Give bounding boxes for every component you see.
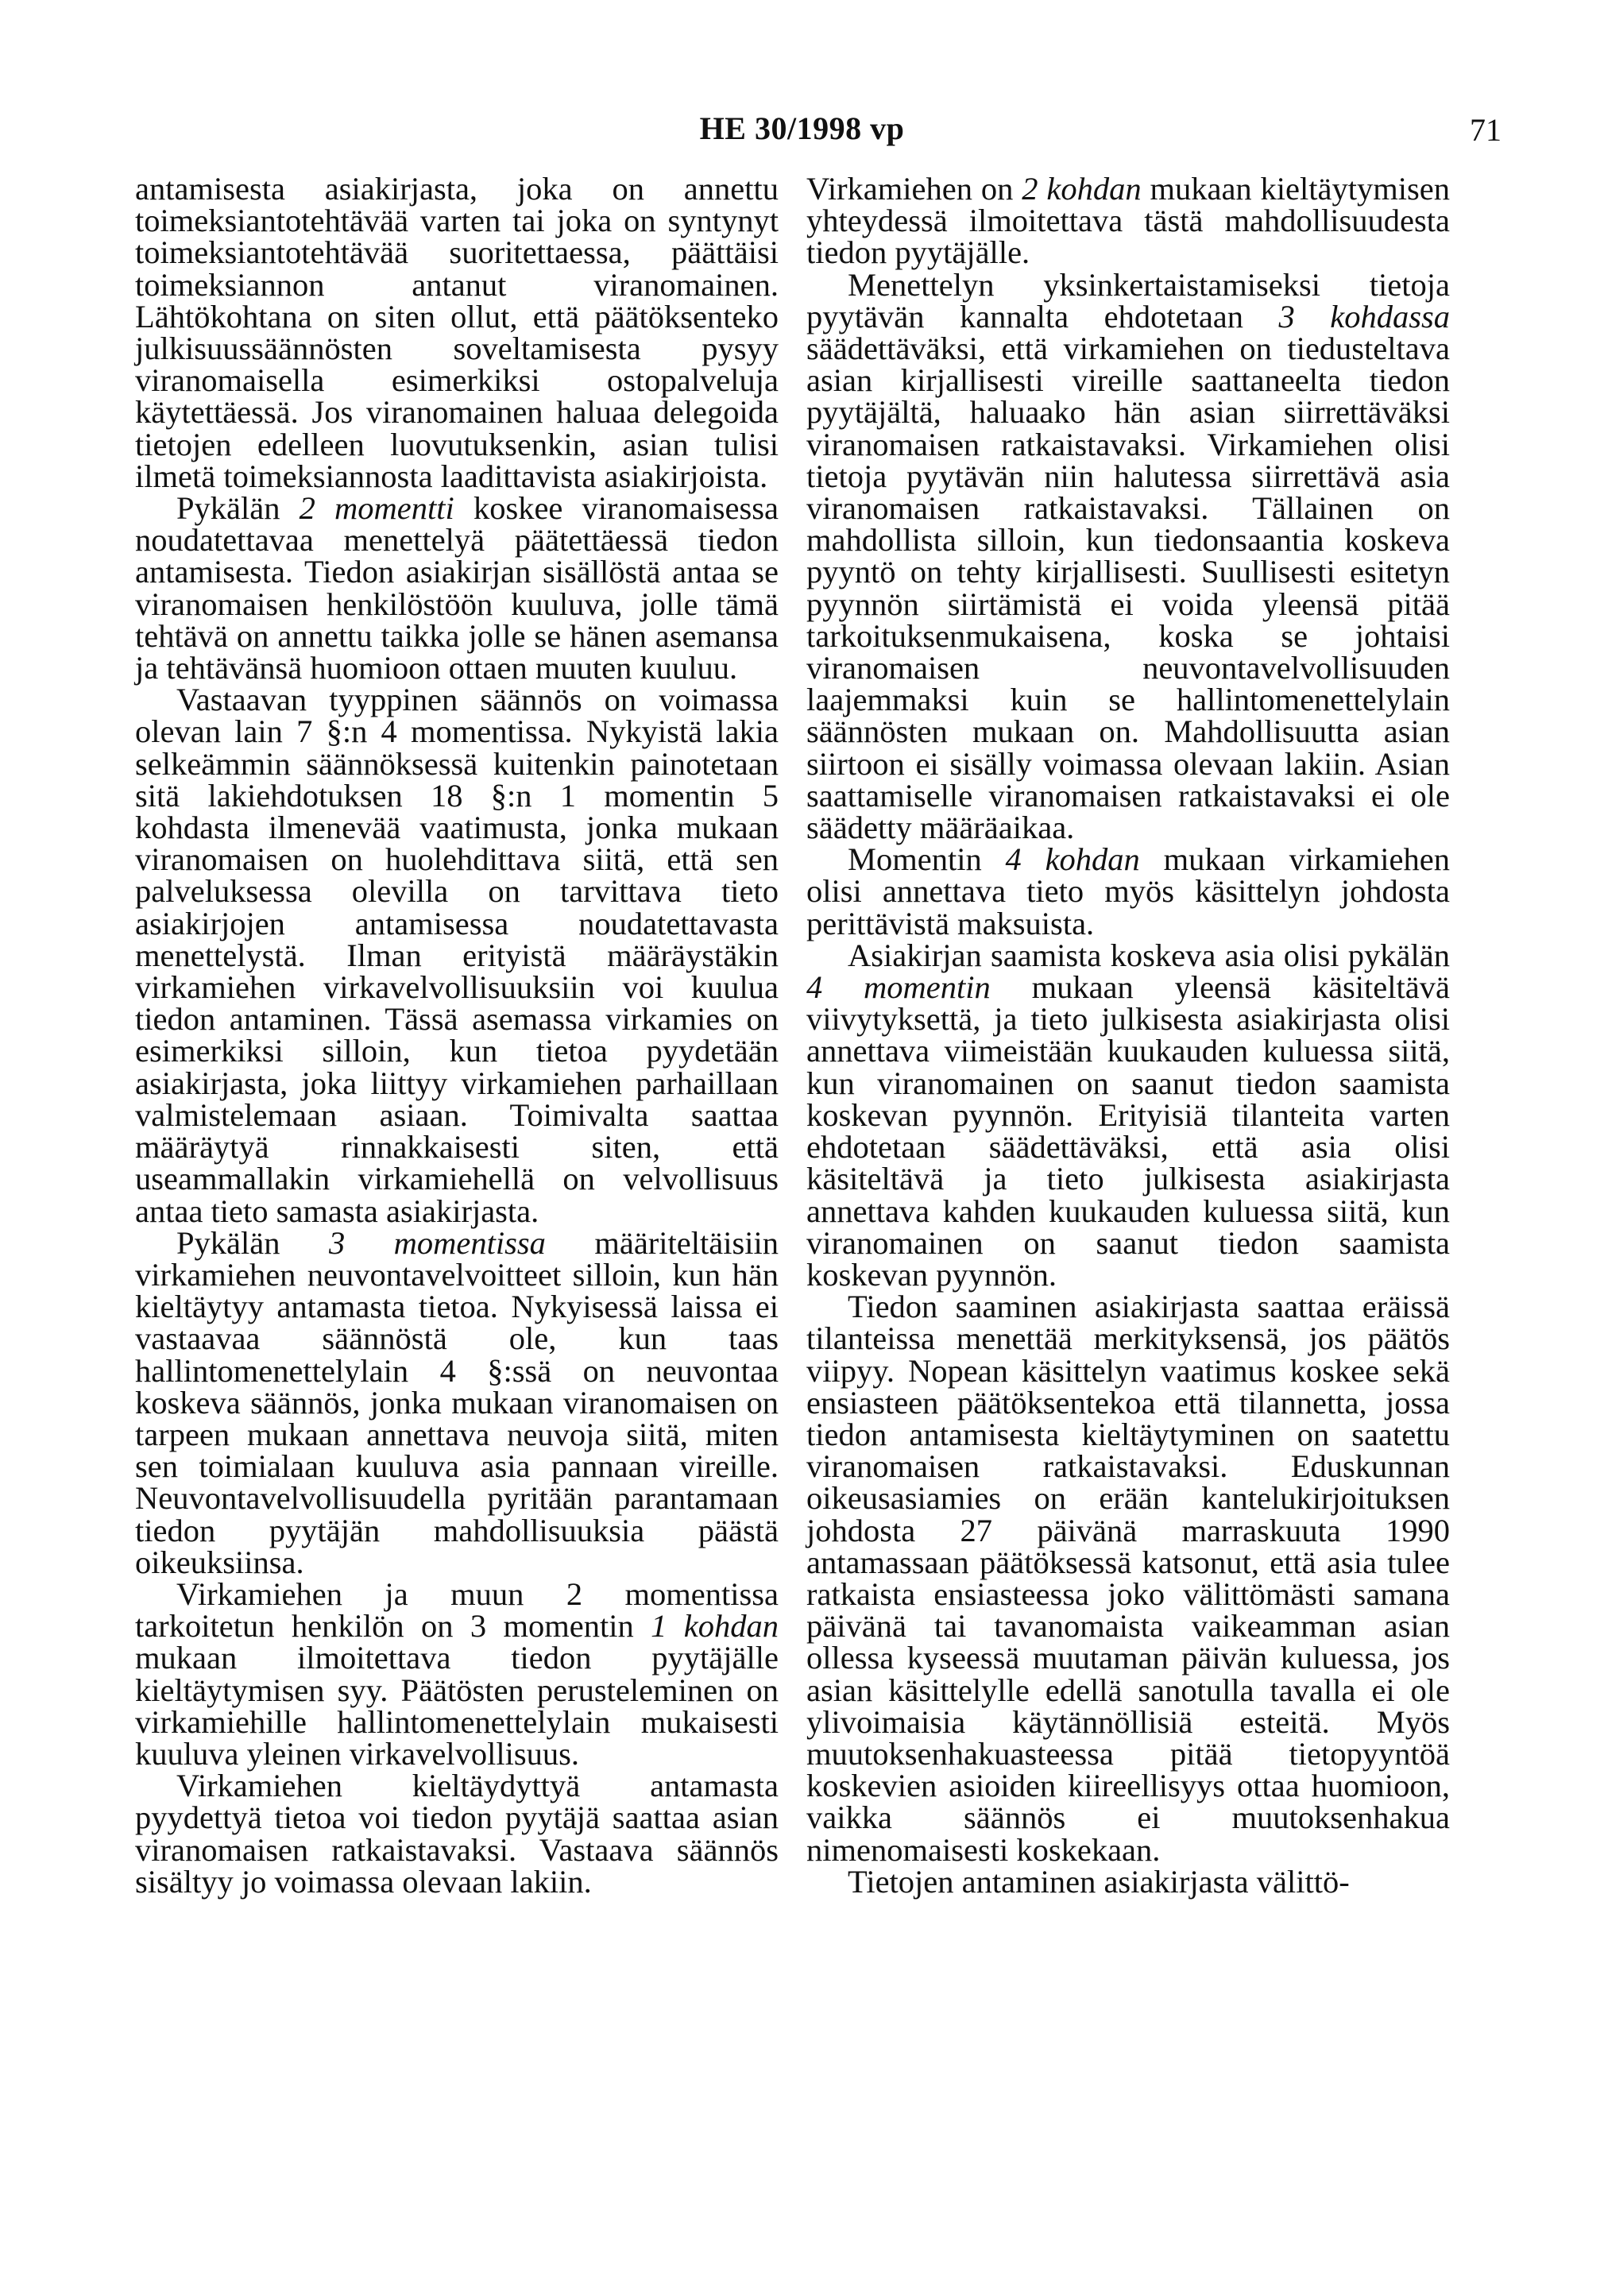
body-paragraph bbox=[806, 1291, 1450, 1866]
text-run: Virkamiehen kieltäydyttyä antamasta pyydettyä tietoa voi tiedon pyytäjä saattaa asian viranomaisen ratkaistavaksi. Vastaava säännös sisältyy jo voimassa olevaan lakiin. bbox=[135, 1768, 779, 1900]
text-run: antamisesta asiakirjasta, joka on annettu toimeksiantotehtävää varten tai joka on syntynyt toimeksiantotehtävää suoritettaessa, päättäisi toimeksiannon antanut viranomainen. Lähtökohtana on siten ollut, että päätöksenteko julkisuussäännösten soveltamisesta pysyy viranomaisella esimerkiksi ostopalveluja käytettäessä. Jos viranomainen haluaa delegoida tietojen edelleen luovutuksenkin, asian tulisi ilmetä toimeksiannosta laadittavista asiakirjoista. bbox=[135, 171, 779, 494]
body-paragraph bbox=[806, 1863, 1450, 1900]
italic-reference: 2 momentti bbox=[299, 490, 454, 527]
running-head-title: HE 30/1998 vp bbox=[699, 110, 905, 146]
body-paragraph bbox=[806, 266, 1451, 846]
text-run: Tiedon saaminen asiakirjasta saattaa eräissä tilanteissa menettää merkityksensä, jos päätös viipyy. Nopean käsittelyn vaatimus koskee sekä ensiasteen päätöksentekoa että tilannetta, jossa tiedon antamisesta kieltäytyminen on saatettu viranomaisen ratkaistavaksi. Eduskunnan oikeusasiamies on erään kantelukirjoituksen johdosta 27 päivänä marraskuuta 1990 antamassaan päätöksessä katsonut, että asia tulee ratkaista ensiasteessa joko välittömästi samana päivänä tai tavanomaista vaikeamman asian ollessa kyseessä muutaman päivän kuluessa, jos asian käsittelylle edellä sanotulla tavalla ei ole ylivoimaisia käytännöllisiä esteitä. Myös muutoksenhakuasteessa pitää tietopyyntöä koskevien asioiden kiireellisyys ottaa huomioon, vaikka säännös ei muutoksenhakua nimenomaisesti koskekaan. bbox=[806, 1289, 1450, 1868]
text-run: säädettäväksi, että virkamiehen on tiedusteltava asian kirjallisesti vireille saattaneelta tiedon pyytäjältä, haluaako hän asian siirrettäväksi viranomaisen ratkaistavaksi. Virkamiehen olisi tietoja pyytävän niin halutessa siirrettävä asia viranomaisen ratkaistavaksi. Tällainen on mahdollista silloin, kun tiedonsaantia koskeva pyyntö on tehty kirjallisesti. Suullisesti esitetyn pyynnön siirtämistä ei voida yleensä pitää tarkoituksenmukaisena, koska se johtaisi viranomaisen neuvontavelvollisuuden laajemmaksi kuin se hallintomenettelylain säännösten mukaan on. Mahdollisuutta asian siirtoon ei sisälly voimassa olevaan lakiin. Asian saattamiselle viranomaisen ratkaistavaksi ei ole säädetty määräaikaa. bbox=[806, 330, 1450, 846]
body-paragraph bbox=[806, 937, 1450, 1293]
italic-reference: 3 momentissa bbox=[328, 1224, 546, 1261]
italic-reference: 1 kohdan bbox=[651, 1608, 779, 1645]
body-paragraph bbox=[806, 841, 1450, 941]
text-run: Asiakirjan saamista koskeva asia olisi pykälän bbox=[848, 937, 1450, 973]
text-run: Tietojen antaminen asiakirjasta välittö- bbox=[848, 1863, 1350, 1900]
text-run: määriteltäisiin virkamiehen neuvontavelvoitteet silloin, kun hän kieltäytyy antamasta tietoa. Nykyisessä laissa ei vastaavaa säännöstä ole, kun taas hallintomenettelylain 4 §:ssä on neuvontaa koskeva säännös, jonka mukaan viranomaisen on tarpeen mukaan annettava neuvoja siitä, miten sen toimialaan kuuluva asia pannaan vireille. Neuvontavelvollisuudella pyritään parantamaan tiedon pyytäjän mahdollisuuksia päästä oikeuksiinsa. bbox=[135, 1224, 779, 1580]
body-paragraph bbox=[135, 1224, 779, 1580]
text-run: mukaan yleensä käsiteltävä viivytyksettä, ja tieto julkisesta asiakirjasta olisi annettava viimeistään kuukauden kuluessa siitä, kun viranomainen on saanut tiedon saamista koskevan pyynnön. Erityisiä tilanteita varten ehdotetaan säädettäväksi, että asia olisi käsiteltävä ja tieto julkisesta asiakirjasta annettava kahden kuukauden kuluessa siitä, kun viranomainen on saanut tiedon saamista koskevan pyynnön. bbox=[806, 969, 1450, 1293]
body-paragraph bbox=[806, 173, 1450, 269]
text-run: mukaan ilmoitettava tiedon pyytäjälle kieltäytymisen syy. Päätösten perusteleminen on virkamiehille hallintomenettelylain mukaisesti kuuluva yleinen virkavelvollisuus. bbox=[135, 1640, 779, 1772]
body-paragraph bbox=[135, 1770, 779, 1898]
right-text-column bbox=[806, 173, 1450, 1898]
italic-reference: 2 kohdan bbox=[1022, 171, 1142, 207]
text-run: mukaan virkamiehen olisi annettava tieto myös käsittelyn johdosta perittävistä maksuista. bbox=[806, 841, 1450, 941]
italic-reference: 3 kohdassa bbox=[1278, 298, 1451, 334]
text-run: Vastaavan tyyppinen säännös on voimassa olevan lain 7 §:n 4 momentissa. Nykyistä lakia selkeämmin säännöksessä kuitenkin painotetaan sitä lakiehdotuksen 18 §:n 1 momentin 5 kohdasta ilmenevää vaatimusta, jonka mukaan viranomaisen on huolehdittava siitä, että sen palveluksessa olevilla on tarvittava tieto asiakirjojen antamisessa noudatettavasta menettelystä. Ilman erityistä määräystäkin virkamiehen virkavelvollisuuksiin voi kuulua tiedon antaminen. Tässä asemassa virkamies on esimerkiksi silloin, kun tietoa pyydetään asiakirjasta, joka liittyy virkamiehen parhaillaan valmistelemaan asiaan. Toimivalta saattaa määräytyä rinnakkaisesti siten, että useammallakin virkamiehellä on velvollisuus antaa tieto samasta asiakirjasta. bbox=[135, 682, 779, 1229]
body-paragraph bbox=[135, 173, 779, 493]
text-run: Momentin bbox=[848, 841, 1006, 878]
text-run: Pykälän bbox=[176, 1224, 329, 1261]
body-paragraph bbox=[135, 1575, 779, 1772]
body-paragraph bbox=[135, 684, 779, 1227]
left-text-column bbox=[135, 173, 779, 1898]
text-run: mukaan kieltäytymisen yhteydessä ilmoitettava tästä mahdollisuudesta tiedon pyytäjälle. bbox=[806, 171, 1450, 271]
italic-reference: 4 kohdan bbox=[1005, 841, 1140, 878]
page-number: 71 bbox=[1470, 112, 1502, 148]
text-run: Virkamiehen ja muun 2 momentissa tarkoitetun henkilön on 3 momentin bbox=[135, 1575, 779, 1645]
body-paragraph bbox=[135, 490, 779, 686]
text-run: Pykälän bbox=[176, 490, 300, 527]
italic-reference: 4 momentin bbox=[806, 969, 991, 1006]
text-run: Menettelyn yksinkertaistamiseksi tietoja pyytävän kannalta ehdotetaan bbox=[806, 266, 1450, 334]
text-run: Virkamiehen on bbox=[806, 171, 1022, 207]
text-run: koskee viranomaisessa noudatettavaa menettelyä päätettäessä tiedon antamisesta. Tiedon asiakirjan sisällöstä antaa se viranomaisen henkilöstöön kuuluva, jolle tämä tehtävä on annettu taikka jolle se hänen asemansa ja tehtävänsä huomioon ottaen muuten kuuluu. bbox=[135, 490, 779, 686]
